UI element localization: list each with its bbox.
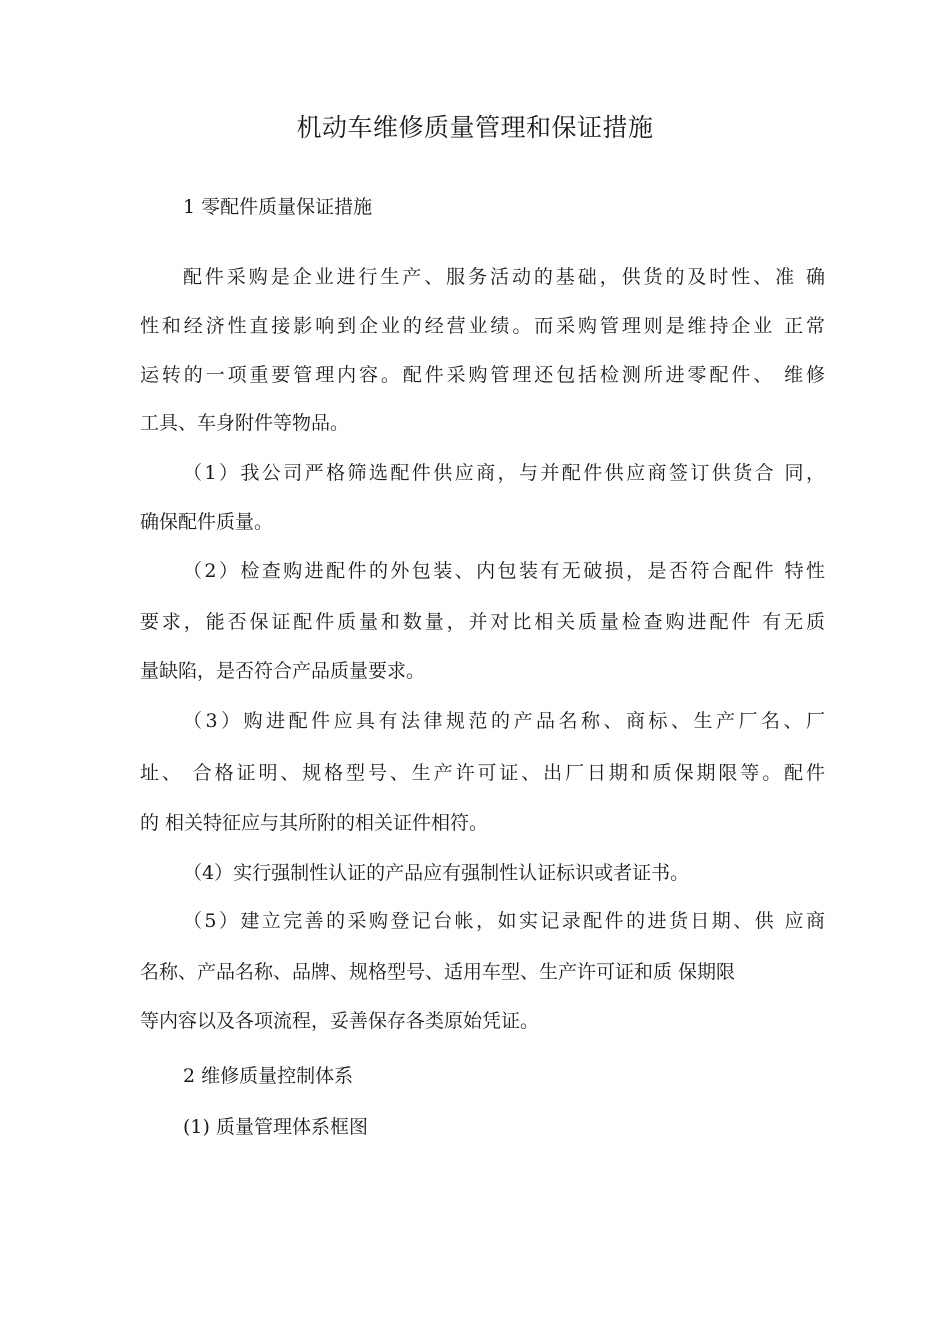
item3-line-3: 的 相关特征应与其所附的相关证件相符。 — [140, 812, 489, 834]
item5-line-1: （5）建立完善的采购登记台帐，如实记录配件的进货日期、供 应商 — [183, 910, 825, 932]
section-subheading: (1) 质量管理体系框图 — [183, 1116, 368, 1138]
document-title: 机动车维修质量管理和保证措施 — [296, 113, 654, 142]
item3-line-1: （3）购进配件应具有法律规范的产品名称、商标、生产厂名、厂 — [183, 710, 825, 732]
para1-line-4: 工具、车身附件等物品。 — [140, 412, 350, 434]
section-heading-2: 2 维修质量控制体系 — [183, 1065, 354, 1087]
para1-line-1: 配件采购是企业进行生产、服务活动的基础，供货的及时性、准 确 — [183, 266, 825, 288]
item5-line-3: 等内容以及各项流程，妥善保存各类原始凭证。 — [140, 1010, 540, 1032]
item2-line-1: （2）检查购进配件的外包装、内包装有无破损，是否符合配件 特性 — [183, 560, 825, 582]
item1-line-1: （1）我公司严格筛选配件供应商，与并配件供应商签订供货合 同， — [183, 462, 825, 484]
para1-line-3: 运转的一项重要管理内容。配件采购管理还包括检测所进零配件、 维修 — [140, 364, 825, 386]
item3-line-2: 址、 合格证明、规格型号、生产许可证、出厂日期和质保期限等。配件 — [140, 762, 825, 784]
item5-line-2: 名称、产品名称、品牌、规格型号、适用车型、生产许可证和质 保期限 — [140, 961, 736, 983]
item4-line-1: （4）实行强制性认证的产品应有强制性认证标识或者证书。 — [183, 862, 690, 884]
item1-line-2: 确保配件质量。 — [140, 511, 274, 533]
item2-line-3: 量缺陷，是否符合产品质量要求。 — [140, 660, 426, 682]
item2-line-2: 要求，能否保证配件质量和数量，并对比相关质量检查购进配件 有无质 — [140, 611, 825, 633]
section-heading-1: 1 零配件质量保证措施 — [183, 196, 373, 218]
para1-line-2: 性和经济性直接影响到企业的经营业绩。而采购管理则是维持企业 正常 — [140, 315, 825, 337]
